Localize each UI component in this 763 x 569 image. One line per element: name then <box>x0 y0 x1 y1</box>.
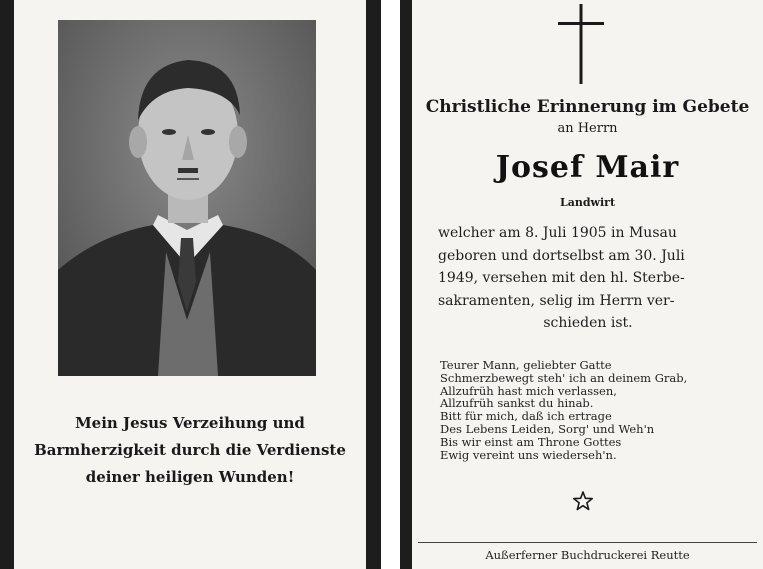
salutation: an Herrn <box>557 121 618 136</box>
bio-line: geboren und dortselbst am 30. Juli <box>438 247 685 264</box>
prayer-line: Mein Jesus Verzeihung und <box>75 414 305 432</box>
prayer-text <box>14 410 366 491</box>
bio-line: 1949, versehen mit den hl. Sterbe- <box>438 270 685 286</box>
left-card-panel <box>14 0 366 569</box>
poem-line: Bitt für mich, daß ich ertrage <box>440 409 612 424</box>
poem-text <box>440 359 740 461</box>
cross-icon <box>558 4 604 84</box>
memorial-title: Christliche Erinnerung im Gebete <box>425 97 750 117</box>
profession: Landwirt <box>559 196 616 209</box>
left-card <box>0 0 381 569</box>
poem-line: Schmerzbewegt steh' ich an deinem Grab, <box>440 370 688 385</box>
poem-line: Allzufrüh sankst du hinab. <box>440 396 594 411</box>
bio-line: sakramenten, selig im Herrn ver- <box>438 292 675 309</box>
prayer-line: deiner heiligen Wunden! <box>85 468 295 486</box>
right-card-panel <box>412 0 763 569</box>
portrait-photo <box>58 20 316 376</box>
star-icon <box>572 490 594 512</box>
poem-line: Des Lebens Leiden, Sorg' und Weh'n <box>440 421 655 436</box>
bio-line: welcher am 8. Juli 1905 in Musau <box>438 225 677 241</box>
poem-line: Bis wir einst am Throne Gottes <box>440 434 622 449</box>
biography-text <box>438 222 738 335</box>
bio-line: schieden ist. <box>543 315 633 331</box>
poem-line: Teurer Mann, geliebter Gatte <box>440 358 612 372</box>
deceased-name: Josef Mair <box>495 150 680 185</box>
footer-divider <box>418 542 757 543</box>
poem-line: Ewig vereint uns wiederseh'n. <box>440 447 617 462</box>
prayer-line: Barmherzigkeit durch die Verdienste <box>34 441 346 459</box>
portrait-image <box>58 20 316 376</box>
poem-line: Allzufrüh hast mich verlassen, <box>440 383 617 398</box>
printer-credit: Außerferner Buchdruckerei Reutte <box>485 548 690 562</box>
right-card <box>400 0 763 569</box>
